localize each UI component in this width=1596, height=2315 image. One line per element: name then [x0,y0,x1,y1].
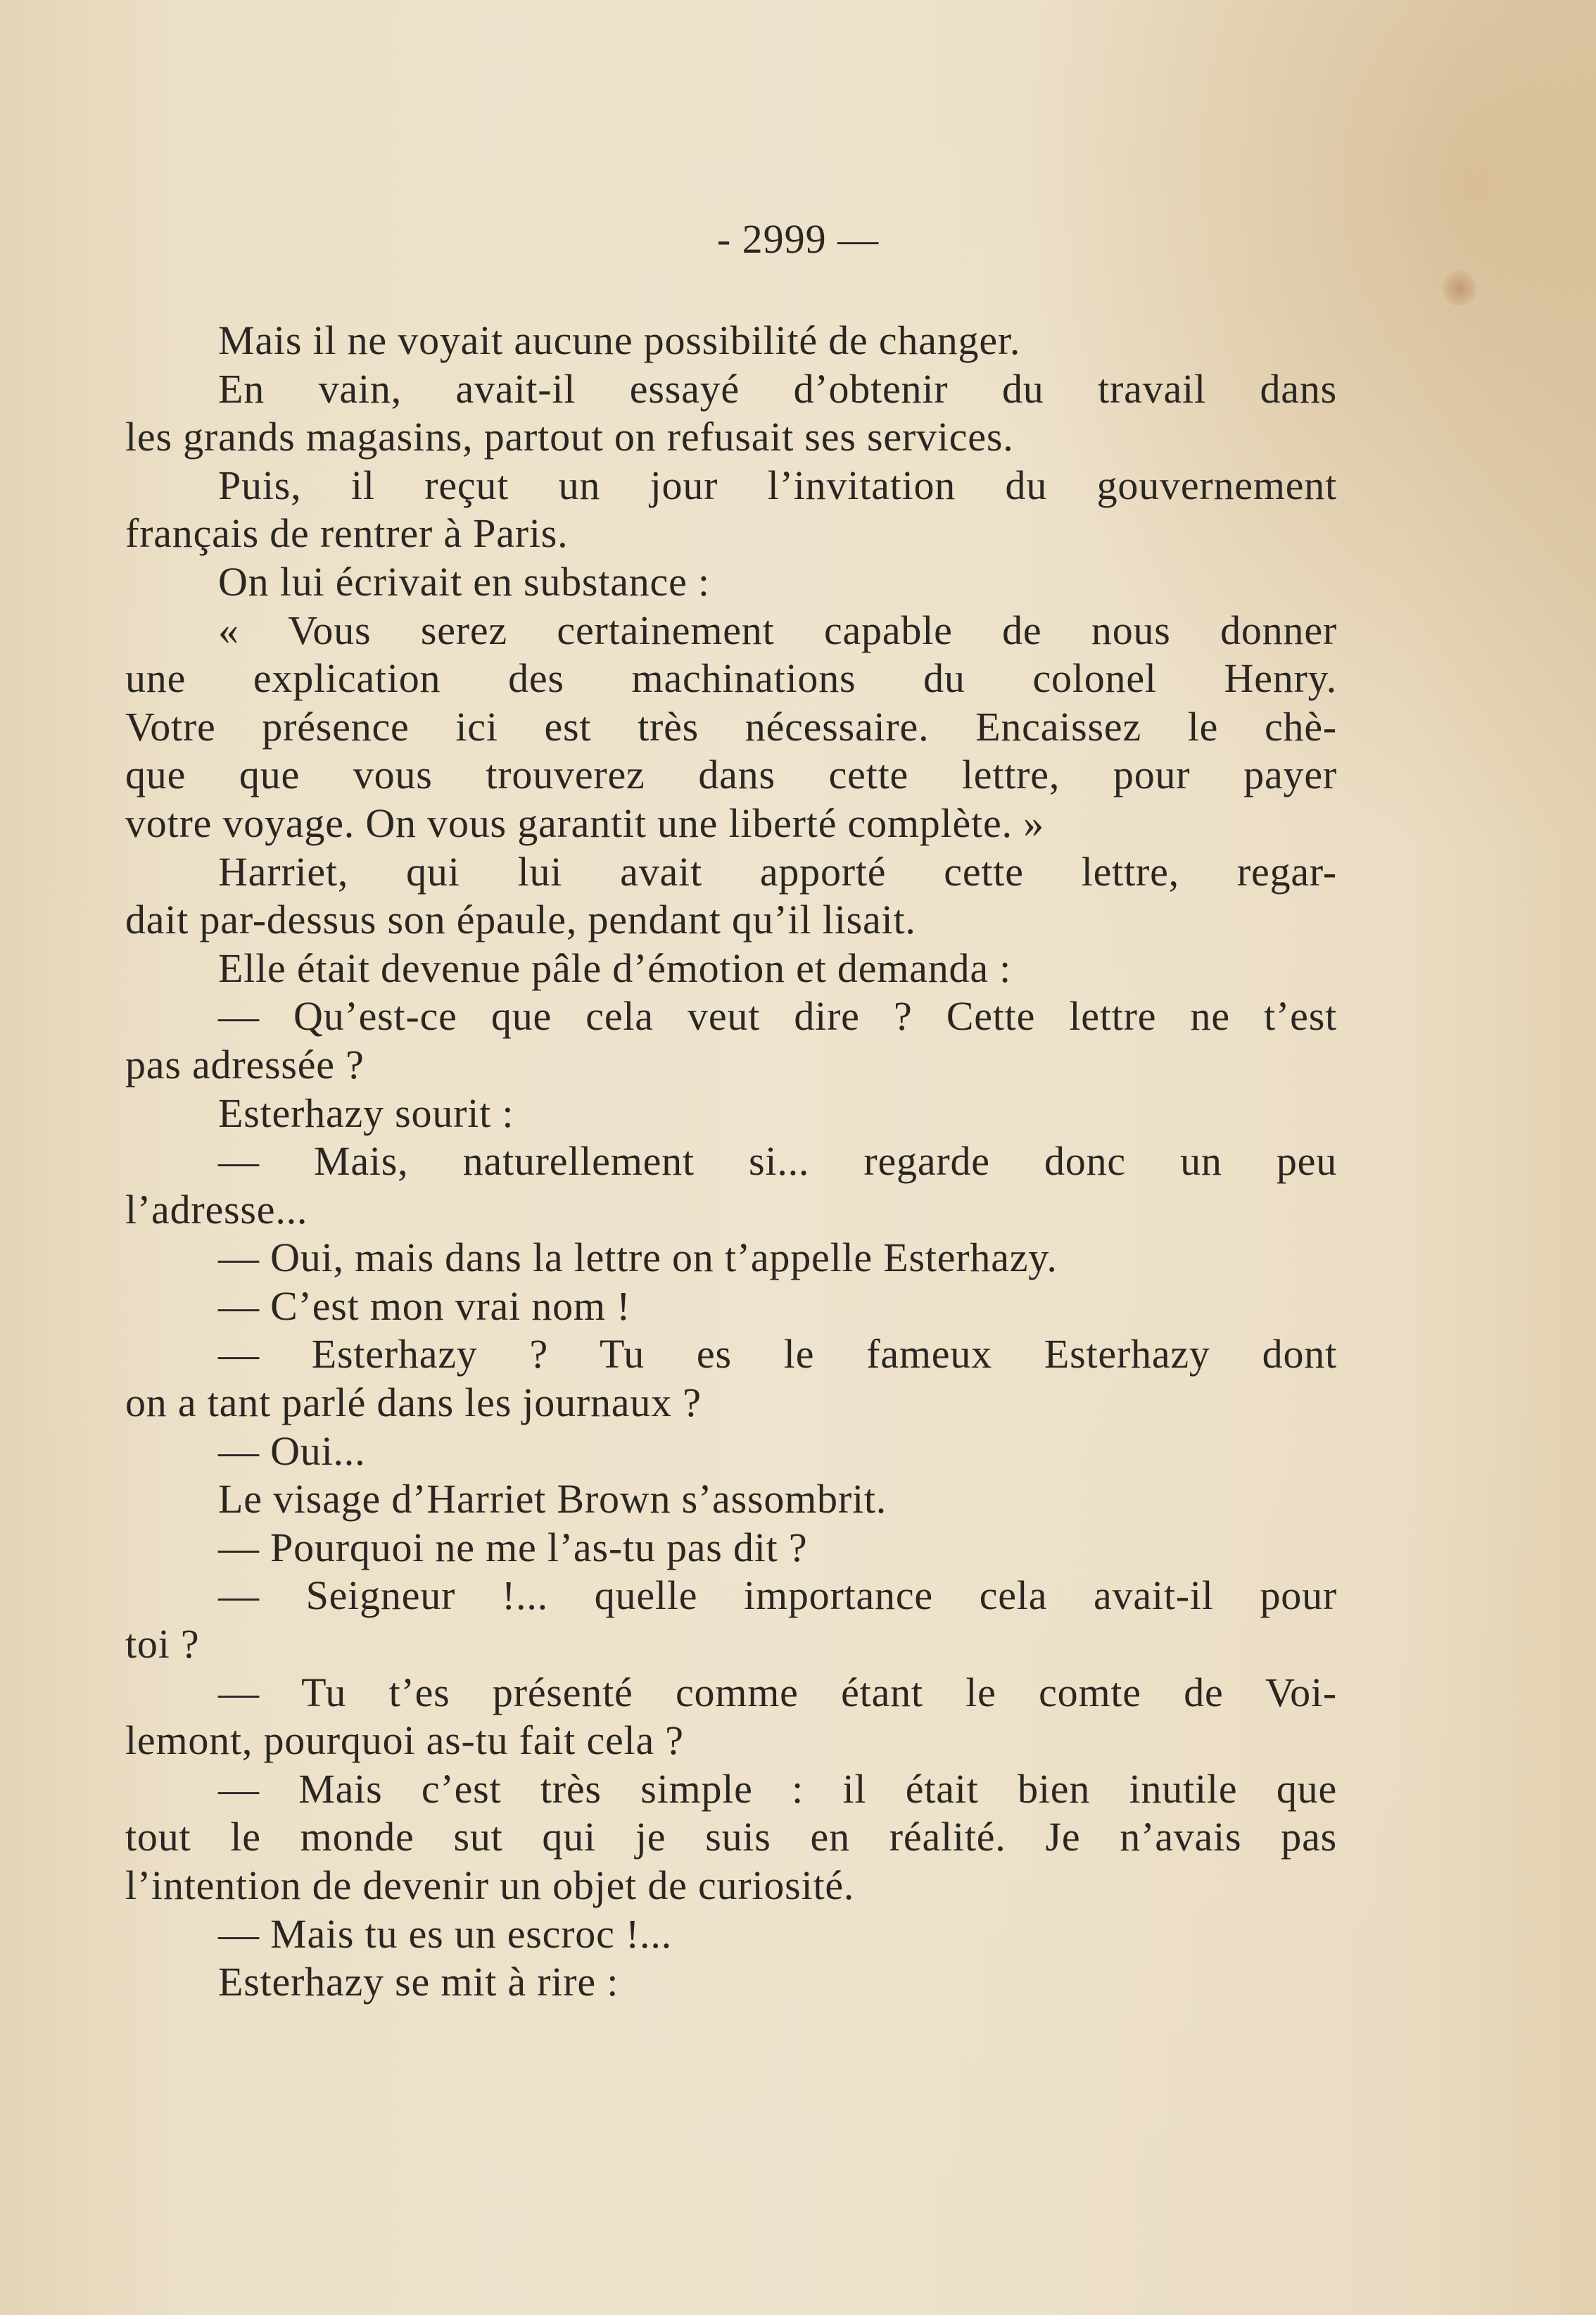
text-line: — Qu’est-ce que cela veut dire ? Cette lettre ne t’est [218,993,1337,1040]
text-line: Elle était devenue pâle d’émotion et demanda : [218,945,1012,991]
text-line: dait par-dessus son épaule, pendant qu’il lisait. [125,897,916,943]
text-line: on a tant parlé dans les journaux ? [125,1380,702,1426]
text-line: français de rentrer à Paris. [125,510,569,557]
text-line: que que vous trouverez dans cette lettre, pour payer [125,752,1337,798]
text-line: Harriet, qui lui avait apporté cette lettre, regar- [218,848,1337,895]
text-line: lemont, pourquoi as-tu fait cela ? [125,1717,684,1764]
body-text [125,317,1337,2007]
text-line: — Mais tu es un escroc !... [218,1910,672,1957]
text-line: tout le monde sut qui je suis en réalité. Je n’avais pas [125,1814,1337,1860]
paper-stain [1443,271,1476,306]
text-line: votre voyage. On vous garantit une liberté complète. » [125,800,1044,846]
page-number: - 2999 — [716,216,880,262]
text-line: Puis, il reçut un jour l’invitation du gouvernement [218,462,1337,508]
text-line: les grands magasins, partout on refusait ses services. [125,414,1014,460]
text-line: l’intention de devenir un objet de curiosité. [125,1862,855,1908]
text-line: — C’est mon vrai nom ! [218,1282,631,1329]
text-line: l’adresse... [125,1186,308,1232]
text-line: En vain, avait-il essayé d’obtenir du travail dans [218,365,1337,412]
text-line: — Oui, mais dans la lettre on t’appelle Esterhazy. [218,1235,1058,1281]
text-line: — Mais, naturellement si... regarde donc un peu [218,1138,1337,1185]
text-line: « Vous serez certainement capable de nous donner [218,607,1337,653]
text-line: Mais il ne voyait aucune possibilité de changer. [218,317,1021,363]
text-line: Le visage d’Harriet Brown s’assombrit. [218,1476,887,1522]
text-line: — Oui... [218,1427,366,1474]
text-line: Votre présence ici est très nécessaire. Encaissez le chè- [125,703,1337,750]
text-line: toi ? [125,1621,200,1667]
text-line: — Tu t’es présenté comme étant le comte de Voi- [218,1669,1337,1715]
text-line: On lui écrivait en substance : [218,558,710,605]
text-line: — Pourquoi ne me l’as-tu pas dit ? [218,1524,808,1570]
text-line: Esterhazy se mit à rire : [218,1959,619,2005]
text-line: — Seigneur !... quelle importance cela avait-il pour [218,1572,1337,1619]
text-line: — Mais c’est très simple : il était bien inutile que [218,1765,1337,1812]
text-line: — Esterhazy ? Tu es le fameux Esterhazy dont [218,1331,1337,1377]
text-line: pas adressée ? [125,1041,365,1087]
text-line: Esterhazy sourit : [218,1090,514,1136]
text-line: une explication des machinations du colonel Henry. [125,655,1337,702]
